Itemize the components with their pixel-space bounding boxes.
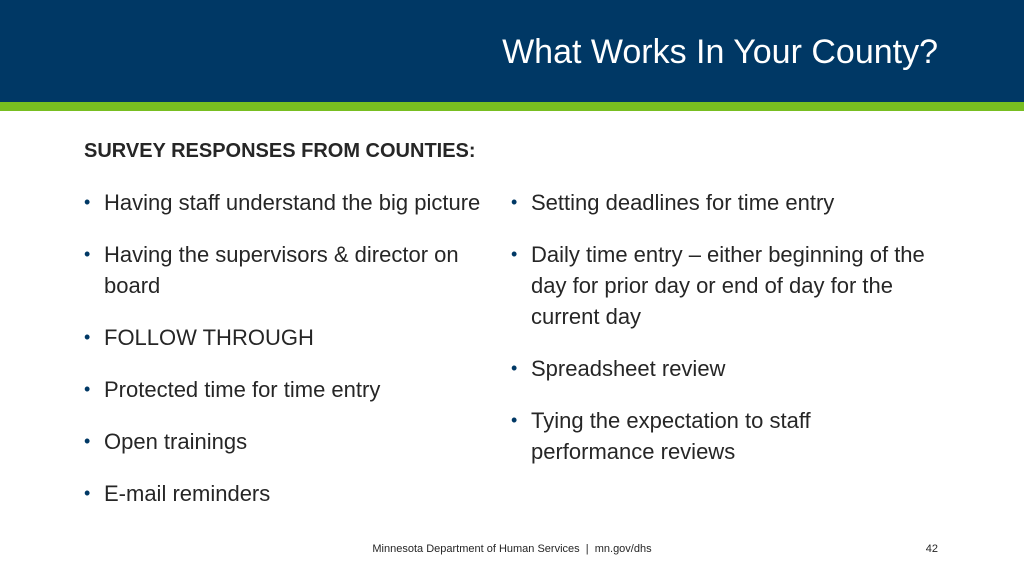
left-bullet-list [84,187,504,530]
accent-divider [0,102,1024,111]
list-item-text: Having staff understand the big picture [104,190,481,215]
footer-text: Minnesota Department of Human Services | mn.gov/dhs [372,543,652,555]
bullet-icon: • [511,358,518,378]
list-item-text: E-mail reminders [104,481,271,506]
list-item [84,426,504,457]
list-item-text: Setting deadlines for time entry [531,190,835,215]
list-item [84,374,504,405]
section-heading: SURVEY RESPONSES FROM COUNTIES: [84,140,476,162]
bullet-icon: • [511,244,518,264]
list-item-text: Protected time for time entry [104,377,381,402]
bullet-icon: • [511,410,518,430]
slide-title: What Works In Your County? [502,33,938,71]
page-number: 42 [925,543,938,555]
bullet-icon: • [84,327,91,347]
list-item [511,187,941,218]
list-item-text: Daily time entry – either beginning of the day for prior day or end of day for the current day [531,242,925,329]
bullet-icon: • [84,379,91,399]
bullet-icon: • [84,483,91,503]
list-item-text: FOLLOW THROUGH [104,325,314,350]
list-item [84,478,504,509]
bullet-icon: • [84,192,91,212]
list-item [84,322,504,353]
list-item-text: Tying the expectation to staff performance reviews [531,408,811,464]
list-item-text: Having the supervisors & director on board [104,242,459,298]
right-bullet-list [511,187,941,488]
list-item [84,187,504,218]
list-item-text: Spreadsheet review [531,356,726,381]
list-item-text: Open trainings [104,429,248,454]
header-banner [0,0,1024,102]
bullet-icon: • [84,244,91,264]
list-item [511,353,941,384]
list-item [511,405,861,467]
bullet-icon: • [84,431,91,451]
bullet-icon: • [511,192,518,212]
list-item [511,239,931,332]
list-item [84,239,504,301]
